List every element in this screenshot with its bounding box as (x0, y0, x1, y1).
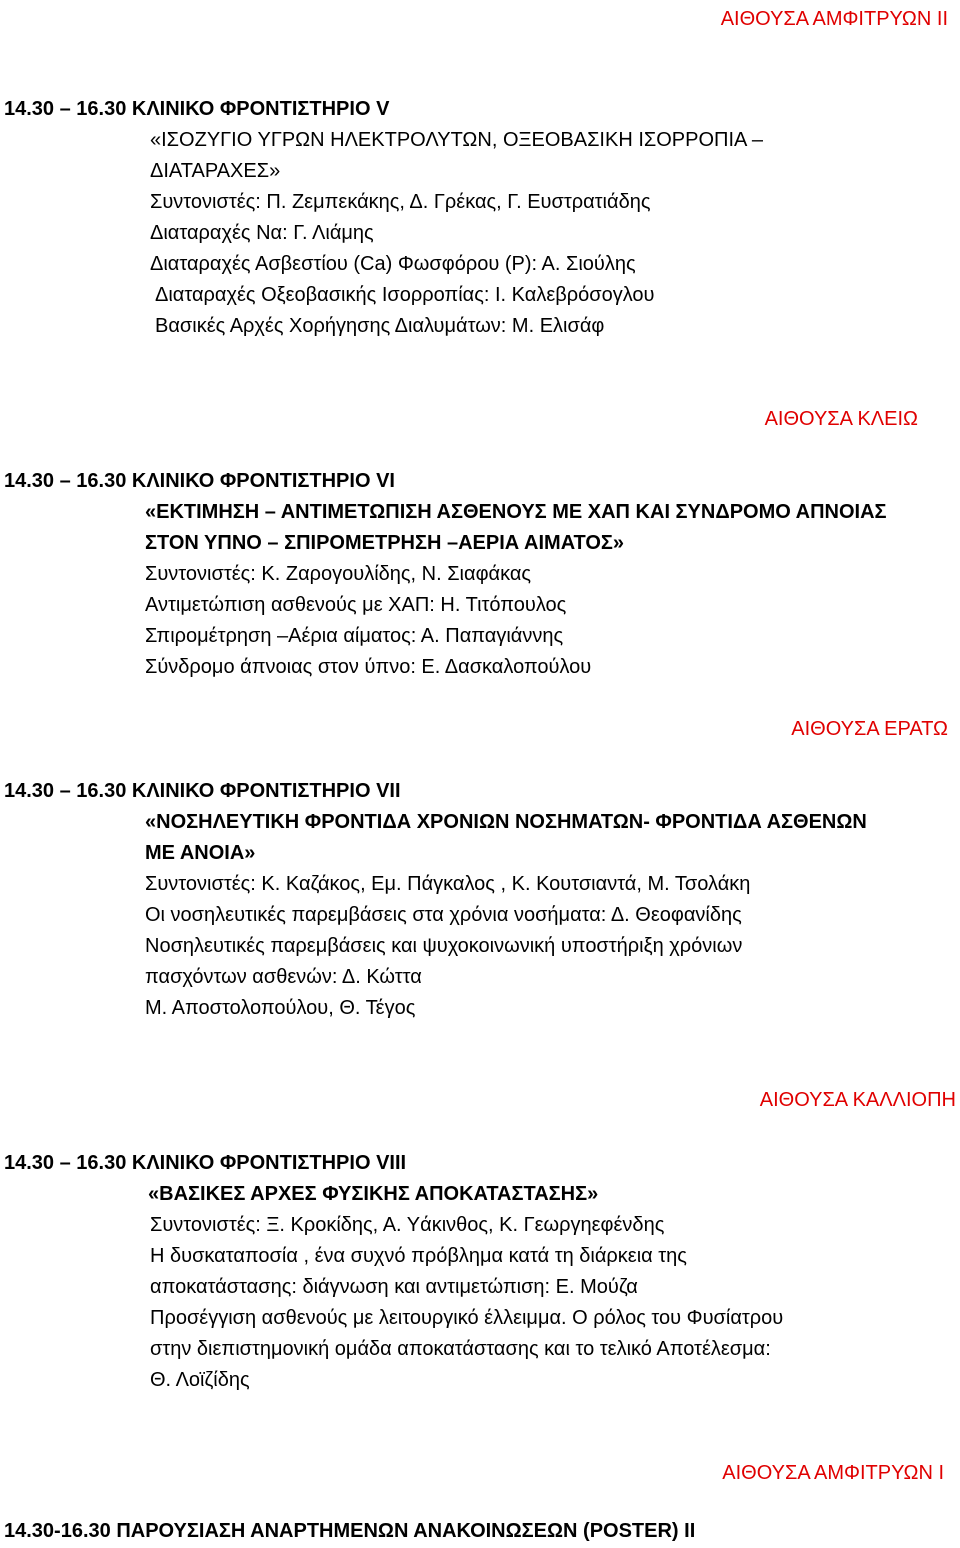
session-title: 14.30 – 16.30 ΚΛΙΝΙΚΟ ΦΡΟΝΤΙΣΤΗΡΙΟ VIII (4, 1152, 407, 1174)
session-line: Διαταραχές Να: Γ. Λιάμης (150, 222, 374, 244)
session-subtitle: «ΒΑΣΙΚΕΣ ΑΡΧΕΣ ΦΥΣΙΚΗΣ ΑΠΟΚΑΤΑΣΤΑΣΗΣ» (148, 1183, 599, 1205)
session-subtitle: ΣΤΟΝ ΥΠΝΟ – ΣΠΙΡΟΜΕΤΡΗΣΗ –ΑΕΡΙΑ ΑΙΜΑΤΟΣ» (145, 532, 625, 554)
session-line: Βασικές Αρχές Χορήγησης Διαλυμάτων: Μ. Ελισάφ (155, 315, 605, 337)
session-line: Προσέγγιση ασθενούς με λειτουργικό έλλειμμα. Ο ρόλος του Φυσίατρου (150, 1307, 784, 1329)
session-line: Συντονιστές: Κ. Καζάκος, Εμ. Πάγκαλος , Κ. Κουτσιαντά, Μ. Τσολάκη (145, 873, 751, 895)
session-line: Θ. Λοϊζίδης (150, 1369, 250, 1391)
session-title: 14.30-16.30 ΠΑΡΟΥΣΙΑΣΗ ΑΝΑΡΤΗΜΕΝΩΝ ΑΝΑΚΟΙΝΩΣΕΩΝ (POSTER) ΙΙ (4, 1520, 696, 1542)
session-line: αποκατάστασης: διάγνωση και αντιμετώπιση: Ε. Μούζα (150, 1276, 638, 1298)
session-line: στην διεπιστημονική ομάδα αποκατάστασης και το τελικό Αποτέλεσμα: (150, 1338, 771, 1360)
session-title: 14.30 – 16.30 ΚΛΙΝΙΚΟ ΦΡΟΝΤΙΣΤΗΡΙΟ V (4, 98, 390, 120)
room-label: ΑΙΘΟΥΣΑ ΑΜΦΙΤΡΥΩΝ Ι (722, 1462, 944, 1484)
room-label: ΑΙΘΟΥΣΑ ΚΛΕΙΩ (764, 408, 918, 430)
room-label: ΑΙΘΟΥΣΑ ΕΡΑΤΩ (791, 718, 948, 740)
room-label: ΑΙΘΟΥΣΑ ΑΜΦΙΤΡΥΩΝ ΙΙ (720, 8, 948, 30)
session-line: Συντονιστές: Ξ. Κροκίδης, Α. Υάκινθος, Κ. Γεωργηεφένδης (150, 1214, 665, 1236)
session-line: Αντιμετώπιση ασθενούς με ΧΑΠ: Η. Τιτόπουλος (145, 594, 567, 616)
session-subtitle: «ΕΚΤΙΜΗΣΗ – ΑΝΤΙΜΕΤΩΠΙΣΗ ΑΣΘΕΝΟΥΣ ΜΕ ΧΑΠ ΚΑΙ ΣΥΝΔΡΟΜΟ ΑΠΝΟΙΑΣ (145, 501, 887, 523)
session-line: πασχόντων ασθενών: Δ. Κώττα (145, 966, 422, 988)
session-line: Η δυσκαταποσία , ένα συχνό πρόβλημα κατά τη διάρκεια της (150, 1245, 687, 1267)
session-subtitle: «ΙΣΟΖΥΓΙΟ ΥΓΡΩΝ ΗΛΕΚΤΡΟΛΥΤΩΝ, ΟΞΕΟΒΑΣΙΚΗ ΙΣΟΡΡΟΠΙΑ – (150, 129, 763, 151)
room-label: ΑΙΘΟΥΣΑ ΚΑΛΛΙΟΠΗ (759, 1089, 956, 1111)
session-line: Μ. Αποστολοπούλου, Θ. Τέγος (145, 997, 416, 1019)
session-line: Διαταραχές Οξεοβασικής Ισορροπίας: Ι. Καλεβρόσογλου (155, 284, 655, 306)
session-subtitle: ΜΕ ΑΝΟΙΑ» (145, 842, 256, 864)
session-line: Νοσηλευτικές παρεμβάσεις και ψυχοκοινωνική υποστήριξη χρόνιων (145, 935, 743, 957)
session-line: Σύνδρομο άπνοιας στον ύπνο: Ε. Δασκαλοπούλου (145, 656, 592, 678)
session-line: Σπιρομέτρηση –Αέρια αίματος: Α. Παπαγιάννης (145, 625, 564, 647)
session-line: Συντονιστές: Π. Ζεμπεκάκης, Δ. Γρέκας, Γ. Ευστρατιάδης (150, 191, 651, 213)
session-subtitle: ΔΙΑΤΑΡΑΧΕΣ» (150, 160, 281, 182)
session-line: Διαταραχές Ασβεστίου (Ca) Φωσφόρου (P): Α. Σιούλης (150, 253, 636, 275)
session-title: 14.30 – 16.30 ΚΛΙΝΙΚΟ ΦΡΟΝΤΙΣΤΗΡΙΟ VI (4, 470, 395, 492)
session-subtitle: «ΝΟΣΗΛΕΥΤΙΚΗ ΦΡΟΝΤΙΔΑ ΧΡΟΝΙΩΝ ΝΟΣΗΜΑΤΩΝ- ΦΡΟΝΤΙΔΑ ΑΣΘΕΝΩΝ (145, 811, 867, 833)
session-line: Συντονιστές: Κ. Ζαρογουλίδης, Ν. Σιαφάκας (145, 563, 532, 585)
session-line: Οι νοσηλευτικές παρεμβάσεις στα χρόνια νοσήματα: Δ. Θεοφανίδης (145, 904, 742, 926)
session-title: 14.30 – 16.30 ΚΛΙΝΙΚΟ ΦΡΟΝΤΙΣΤΗΡΙΟ VII (4, 780, 401, 802)
